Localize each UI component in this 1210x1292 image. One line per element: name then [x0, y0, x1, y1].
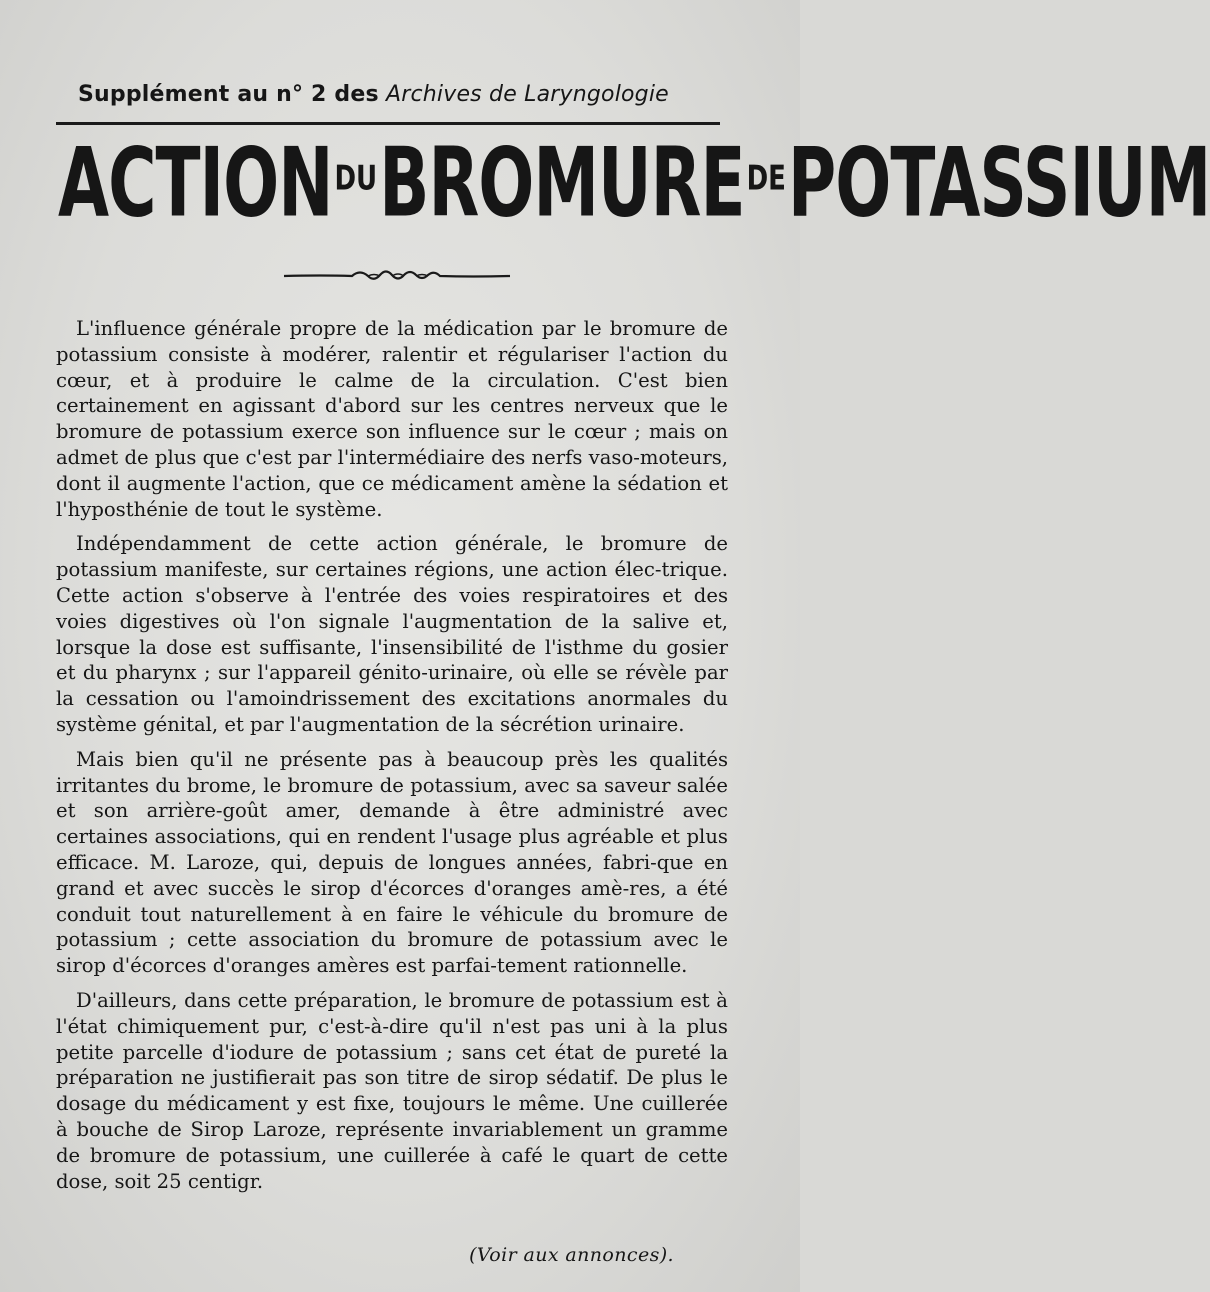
- paragraph: D'ailleurs, dans cette préparation, le bromure de potassium est à l'état chimiquement pur, c'est-à-dire qu'il n'est pas uni à la plus petite parcelle d'iodure de potassium ; sans cet état de pureté la préparation ne justifierait pas son titre de sirop sédatif. De plus le dosage du médicament y est fixe, toujours le même. Une cuillerée à bouche de Sirop Laroze, représente invariablement un gramme de bromure de potassium, une cuillerée à café le quart de cette dose, soit 25 centigr.: [56, 988, 728, 1193]
- supplement-header: [78, 82, 718, 107]
- paragraph: Indépendamment de cette action générale, le bromure de potassium manifeste, sur certaines régions, une action élec-trique. Cette action s'observe à l'entrée des voies respiratoires et des voies digestives où l'on signale l'augmentation de la salive et, lorsque la dose est suffisante, l'insensibilité de l'isthme du gosier et du pharynx ; sur l'appareil génito-urinaire, où elle se révèle par la cessation ou l'amoindrissement des excitations anormales du système génital, et par l'augmentation de la sécrétion urinaire.: [56, 532, 728, 736]
- title-word-potassium: POTASSIUM: [787, 126, 1210, 239]
- signoff-note: (Voir aux annonces).: [469, 1244, 674, 1266]
- article-body: [56, 316, 728, 1203]
- ornament-divider: [282, 264, 512, 286]
- title-word-du: DU: [334, 159, 378, 199]
- title-word-action: ACTION: [58, 126, 333, 239]
- journal-name: Archives de Laryngologie: [385, 82, 669, 107]
- paragraph: Mais bien qu'il ne présente pas à beaucoup près les qualités irritantes du brome, le bromure de potassium, avec sa saveur salée et son arrière-goût amer, demande à être administré avec certaines associations, qui en rendent l'usage plus agréable et plus efficace. M. Laroze, qui, depuis de longues années, fabri-que en grand et avec succès le sirop d'écorces d'oranges amè-res, a été conduit tout naturellement à en faire le véhicule du bromure de potassium ; cette association du bromure de potassium avec le sirop d'écorces d'oranges amères est parfai-tement rationnelle.: [56, 747, 728, 978]
- supplement-label: Supplément au n° 2 des: [78, 82, 379, 107]
- paragraph: L'influence générale propre de la médication par le bromure de potassium consiste à modérer, ralentir et régulariser l'action du cœur, et à produire le calme de la circulation. C'est bien certainement en agissant d'abord sur les centres nerveux que le bromure de potassium exerce son influence sur le cœur ; mais on admet de plus que c'est par l'intermédiaire des nerfs vaso-moteurs, dont il augmente l'action, que ce médicament amène la sédation et l'hyposthénie de tout le système.: [56, 317, 728, 521]
- title-word-bromure: BROMURE: [379, 126, 745, 239]
- page-title: [58, 126, 1210, 248]
- title-word-de: DE: [746, 159, 786, 199]
